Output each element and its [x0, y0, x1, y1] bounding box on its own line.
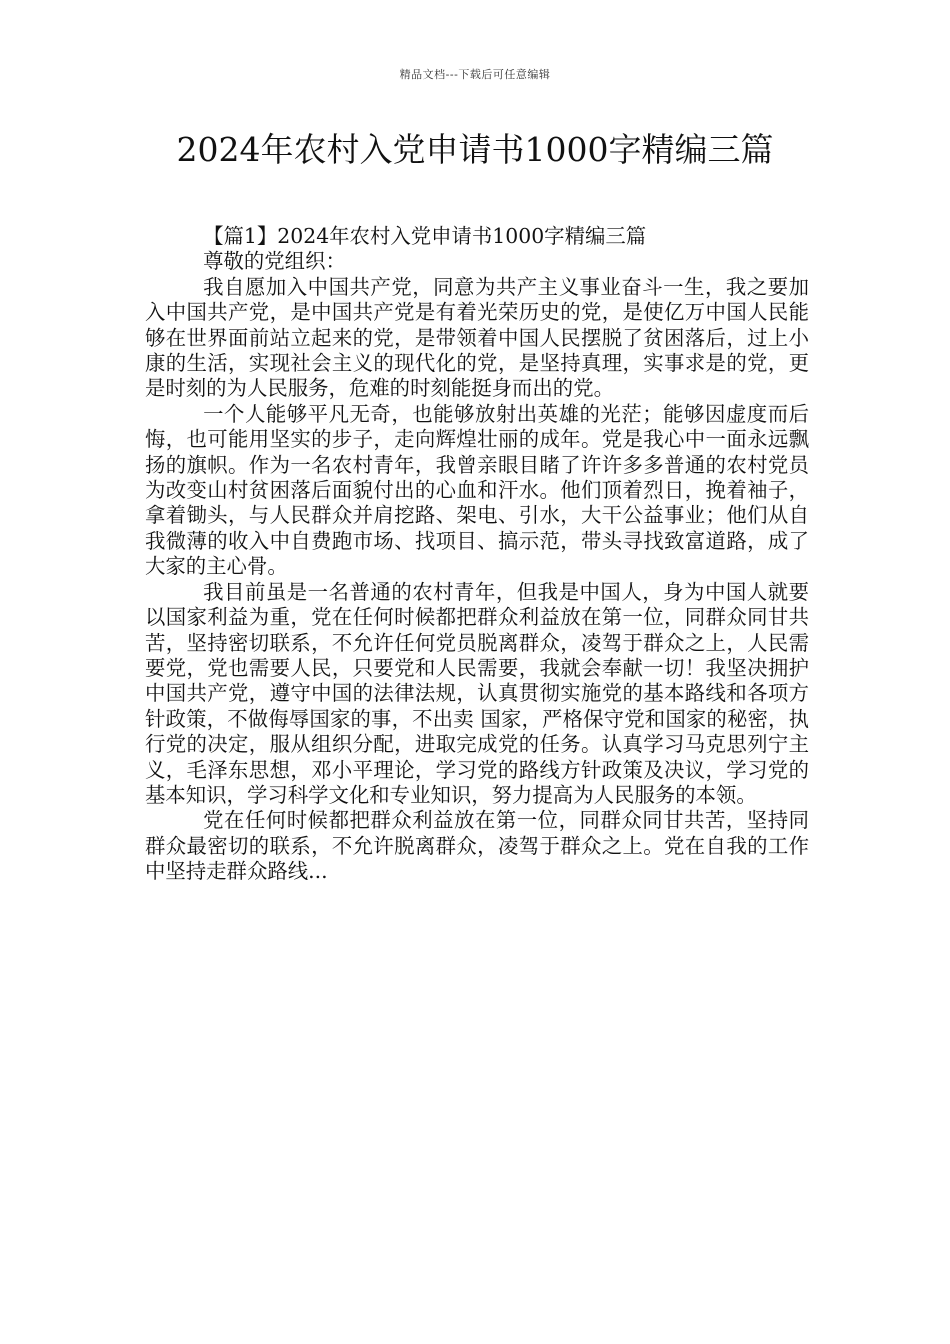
header-note: 精品文档---下载后可任意编辑 [399, 68, 551, 81]
document-title: 2024年农村入党申请书1000字精编三篇 [176, 130, 774, 169]
section-heading: 【篇1】2024年农村入党申请书1000字精编三篇 [203, 224, 647, 248]
paragraph-2: 一个人能够平凡无奇，也能够放射出英雄的光茫；能够因虚度而后悔，也可能用坚实的步子，走向辉煌壮丽的成年。党是我心中一面永远飘扬的旗帜。作为一名农村青年，我曾亲眼目睹了许许多多普通的农村党员为改变山村贫困落后面貌付出的心血和汗水。他们顶着烈日，挽着袖子，拿着锄头，与人民群众并肩挖路、架电、引水，大干公益事业；他们从自我微薄的收入中自费跑市场、找项目、搞示范，带头寻找致富道路，成了大家的主心骨。 [145, 401, 809, 579]
salutation: 尊敬的党组织： [203, 249, 346, 274]
document-body [145, 224, 809, 885]
paragraph-3: 我目前虽是一名普通的农村青年，但我是中国人，身为中国人就要以国家利益为重，党在任何时候都把群众利益放在第一位，同群众同甘共苦，坚持密切联系，不允许任何党员脱离群众，凌驾于群众之上，人民需要党，党也需要人民，只要党和人民需要，我就会奉献一切！我坚决拥护中国共产党，遵守中国的法律法规，认真贯彻实施党的基本路线和各项方针政策，不做侮辱国家的事，不出卖 国家，严格保守党和国家的秘密，执行党的决定，服从组织分配，进取完成党的任务。认真学习马克思列宁主义，毛泽东思想，邓小平理论，学习党的路线方针政策及决议，学习党的基本知识，学习科学文化和专业知识，努力提高为人民服务的本领。 [145, 579, 809, 807]
paragraph-4: 党在任何时候都把群众利益放在第一位，同群众同甘共苦，坚持同群众最密切的联系，不允许脱离群众，凌驾于群众之上。党在自我的工作中坚持走群众路线... [145, 808, 809, 884]
paragraph-1: 我自愿加入中国共产党，同意为共产主义事业奋斗一生，我之要加入中国共产党，是中国共产党是有着光荣历史的党，是使亿万中国人民能够在世界面前站立起来的党，是带领着中国人民摆脱了贫困落后，过上小康的生活，实现社会主义的现代化的党，是坚持真理，实事求是的党，更是时刻的为人民服务，危难的时刻能挺身而出的党。 [145, 274, 809, 401]
